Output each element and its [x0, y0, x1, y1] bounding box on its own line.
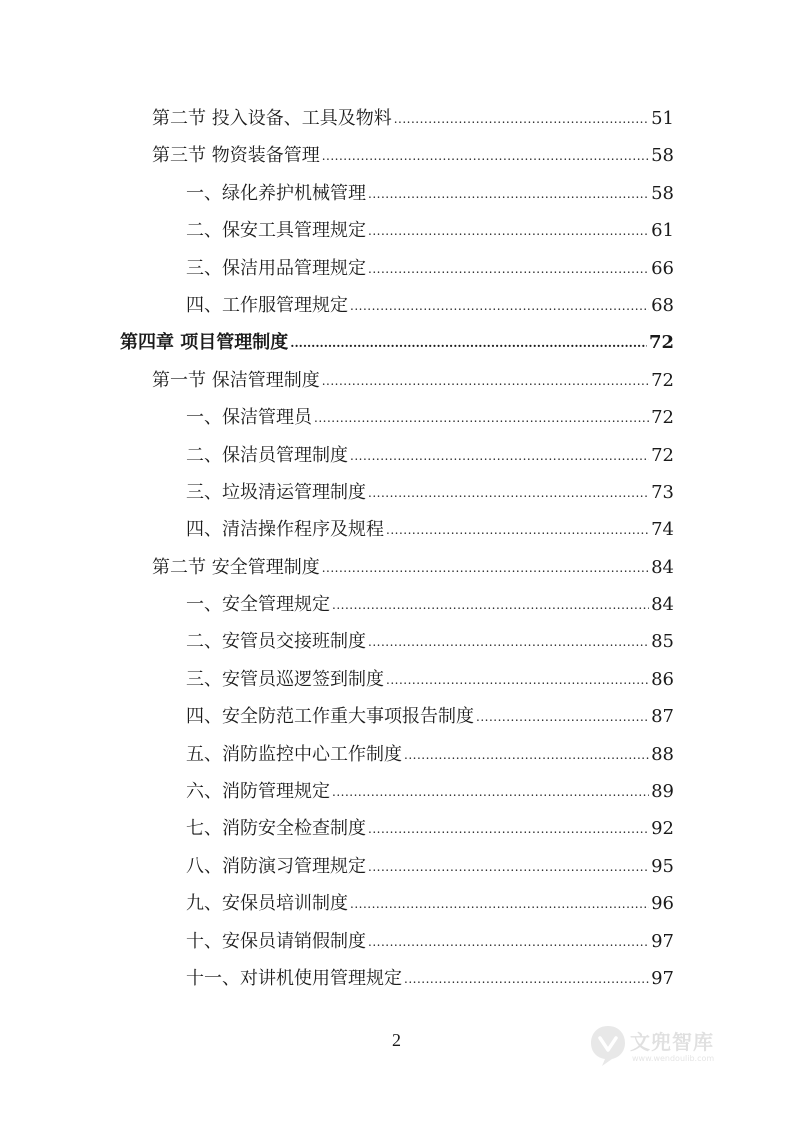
- toc-entry-page: 87: [651, 706, 674, 728]
- toc-dot-leader: [314, 400, 649, 437]
- toc-dot-leader: [350, 288, 649, 325]
- toc-entry-page: 51: [651, 108, 674, 129]
- toc-entry[interactable]: [0, 586, 793, 623]
- toc-entry-page: 89: [651, 781, 674, 803]
- toc-dot-leader: [350, 886, 649, 923]
- toc-entry-page: 95: [651, 855, 674, 877]
- toc-entry-title: 二、保洁员管理制度: [186, 444, 348, 466]
- toc-entry-page: 61: [651, 220, 674, 242]
- toc-dot-leader: [404, 961, 649, 998]
- toc-dot-leader: [386, 512, 649, 549]
- toc-entry-page: 97: [651, 967, 674, 989]
- toc-dot-leader: [368, 176, 649, 213]
- toc-entry[interactable]: [0, 212, 793, 249]
- toc-entry[interactable]: [0, 324, 793, 361]
- toc-entry[interactable]: [0, 437, 793, 474]
- toc-entry-page: 73: [651, 481, 674, 503]
- toc-dot-leader: [368, 849, 649, 886]
- toc-entry-title: 九、安保员培训制度: [186, 893, 348, 915]
- toc-entry-page: 74: [651, 519, 674, 541]
- toc-entry-title: 第二节 安全管理制度: [152, 556, 320, 578]
- toc-entry-page: 84: [651, 594, 674, 616]
- toc-entry-title: 三、垃圾清运管理制度: [186, 481, 366, 503]
- toc-entry[interactable]: [0, 474, 793, 511]
- toc-entry-page: 88: [651, 743, 674, 765]
- toc-entry-page: 72: [651, 407, 674, 429]
- toc-entry-title: 四、工作服管理规定: [186, 294, 348, 316]
- toc-dot-leader: [368, 924, 649, 961]
- toc-entry[interactable]: [0, 736, 793, 773]
- toc-dot-leader: [404, 737, 649, 774]
- toc-dot-leader: [322, 550, 649, 587]
- toc-entry-title: 第四章 项目管理制度: [120, 332, 289, 354]
- toc-entry-page: 72: [651, 369, 674, 391]
- toc-entry[interactable]: [0, 287, 793, 324]
- toc-entry[interactable]: [0, 773, 793, 810]
- toc-entry[interactable]: [0, 848, 793, 885]
- toc-entry[interactable]: [0, 137, 793, 174]
- toc-entry-page: 66: [651, 257, 674, 279]
- toc-entry-title: 第三节 物资装备管理: [152, 145, 320, 167]
- toc-entry-title: 十一、对讲机使用管理规定: [186, 967, 402, 989]
- toc-dot-leader: [368, 251, 649, 288]
- toc-entry-title: 五、消防监控中心工作制度: [186, 743, 402, 765]
- toc-entry-title: 一、保洁管理员: [186, 407, 312, 429]
- toc-entry-page: 85: [651, 631, 674, 653]
- toc-entry[interactable]: [0, 362, 793, 399]
- toc-entry[interactable]: [0, 549, 793, 586]
- toc-entry-title: 三、安管员巡逻签到制度: [186, 668, 384, 690]
- toc-entry-title: 四、安全防范工作重大事项报告制度: [186, 706, 474, 728]
- toc-dot-leader: [368, 213, 649, 250]
- toc-entry-page: 96: [651, 893, 674, 915]
- toc-dot-leader: [386, 662, 649, 699]
- toc-entry-title: 十、安保员请销假制度: [186, 930, 366, 952]
- toc-entry[interactable]: [0, 511, 793, 548]
- toc-entry[interactable]: [0, 623, 793, 660]
- watermark-brand: 文兜智库: [630, 1030, 714, 1054]
- toc-entry-title: 四、清洁操作程序及规程: [186, 519, 384, 541]
- toc-entry-title: 二、安管员交接班制度: [186, 631, 366, 653]
- toc-entry-title: 第一节 保洁管理制度: [152, 369, 320, 391]
- toc-entry[interactable]: [0, 661, 793, 698]
- toc-entry-page: 72: [648, 332, 674, 354]
- toc-dot-leader: [290, 325, 647, 362]
- toc-entry-page: 58: [651, 145, 674, 167]
- toc-entry-page: 92: [651, 818, 674, 840]
- toc-dot-leader: [332, 774, 649, 811]
- toc-dot-leader: [322, 363, 649, 400]
- watermark: [588, 1018, 758, 1078]
- toc-entry-title: 八、消防演习管理规定: [186, 855, 366, 877]
- toc-dot-leader: [368, 624, 649, 661]
- page-number: 2: [392, 1030, 401, 1050]
- toc-entry[interactable]: [0, 100, 793, 137]
- table-of-contents: [0, 100, 793, 997]
- toc-entry[interactable]: [0, 960, 793, 997]
- toc-entry[interactable]: [0, 810, 793, 847]
- toc-entry[interactable]: [0, 885, 793, 922]
- toc-entry[interactable]: [0, 175, 793, 212]
- toc-entry[interactable]: [0, 399, 793, 436]
- toc-entry-title: 七、消防安全检查制度: [186, 818, 366, 840]
- toc-dot-leader: [332, 587, 649, 624]
- toc-entry-page: 97: [651, 930, 674, 952]
- watermark-url: www.wendoulib.com: [632, 1054, 715, 1063]
- toc-entry-title: 二、保安工具管理规定: [186, 220, 366, 242]
- toc-entry[interactable]: [0, 923, 793, 960]
- toc-entry-page: 72: [651, 444, 674, 466]
- toc-entry-page: 58: [651, 182, 674, 204]
- toc-dot-leader: [350, 438, 649, 475]
- toc-dot-leader: [322, 138, 649, 175]
- toc-entry-title: 三、保洁用品管理规定: [186, 257, 366, 279]
- toc-entry-title: 六、消防管理规定: [186, 781, 330, 803]
- toc-entry-title: 一、绿化养护机械管理: [186, 182, 366, 204]
- toc-dot-leader: [394, 101, 649, 138]
- toc-dot-leader: [368, 811, 649, 848]
- toc-entry[interactable]: [0, 250, 793, 287]
- toc-entry-page: 84: [651, 556, 674, 578]
- toc-entry[interactable]: [0, 698, 793, 735]
- toc-entry-page: 68: [651, 294, 674, 316]
- toc-entry-title: 一、安全管理规定: [186, 594, 330, 616]
- wendou-logo-icon: [588, 1024, 628, 1068]
- toc-dot-leader: [476, 699, 649, 736]
- toc-dot-leader: [368, 475, 649, 512]
- toc-entry-title: 第二节 投入设备、工具及物料: [152, 108, 392, 129]
- toc-entry-page: 86: [651, 668, 674, 690]
